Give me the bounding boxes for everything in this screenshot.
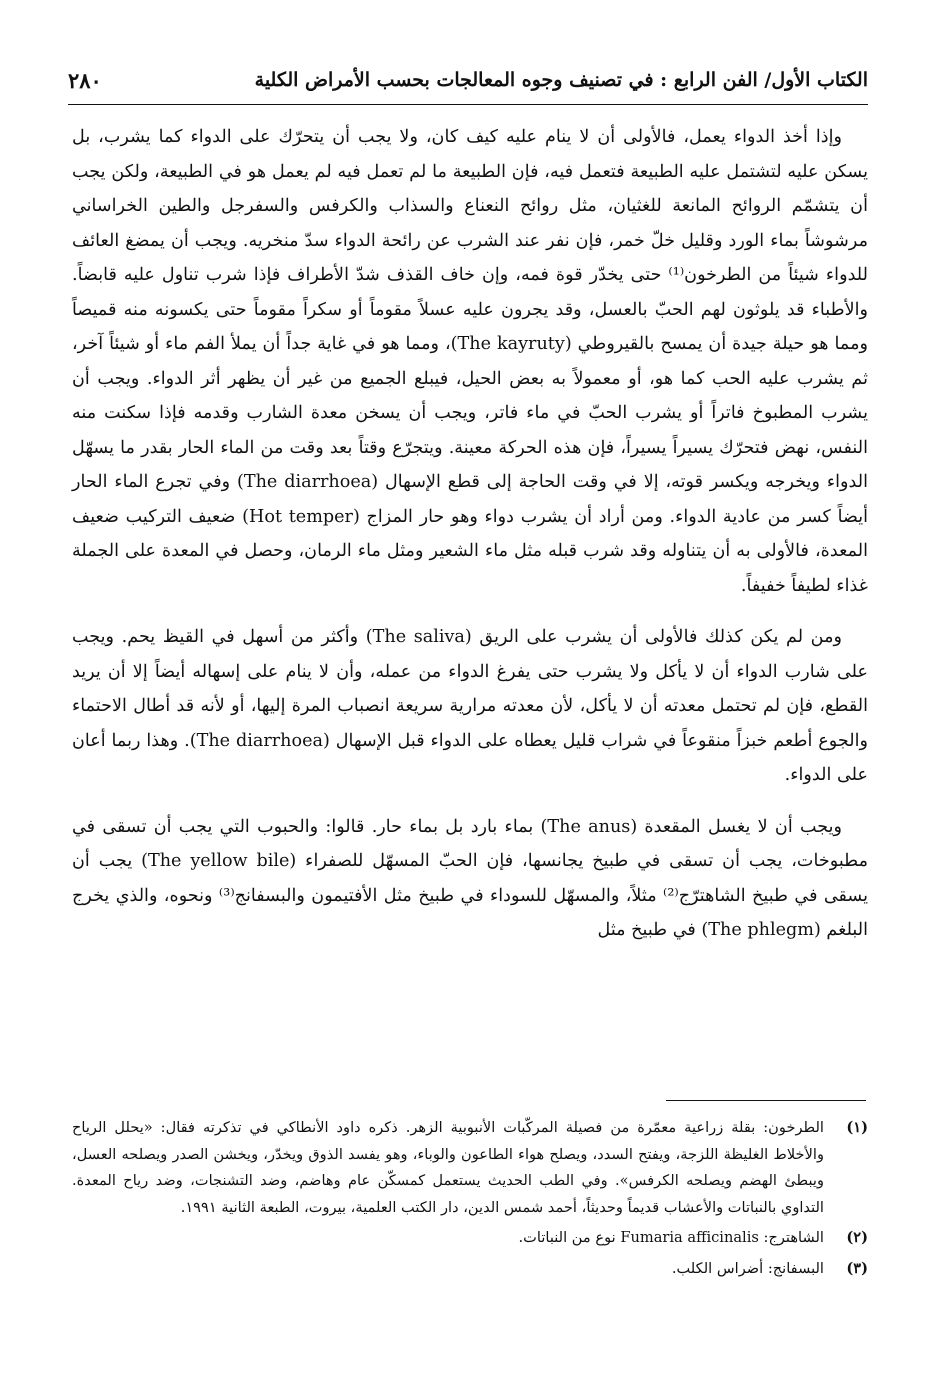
footnote-item: [72, 1225, 868, 1252]
footnote-text: البسفانج: أضراس الكلب.: [671, 1259, 824, 1277]
running-header: [68, 60, 868, 100]
footnote-number: (٢): [846, 1229, 868, 1246]
page-number: ٢٨٠: [68, 67, 102, 93]
running-title: الكتاب الأول/ الفن الرابع : في تصنيف وجوه المعالجات بحسب الأمراض الكلية: [254, 69, 868, 91]
footnote-text: الطرخون: بقلة زراعية معمّرة من فصيلة المركّبات الأنبوبية الزهر. ذكره داود الأنطاكي في تذكرته فقال: «يحلل الرياح والأخلاط الغليظة اللزجة، ويفتح السدد، ويصلح هواء الطاعون والوباء، وهو يفسد الذوق ويخدّر، ويخشن الصدر ويصلحه العسل، ويبطئ الهضم ويصلحه الكرفس». وفي الطب الحديث يستعمل كمسكّن عام وهاضم، وضد التشنجات، وضد رياح المعدة. التداوي بالنباتات والأعشاب قديماً وحديثاً، أحمد شمس الدين، دار الكتب العلمية، بيروت، الطبعة الثانية ١٩٩١.: [72, 1119, 824, 1216]
footnotes: [72, 1115, 868, 1286]
paragraph: ومن لم يكن كذلك فالأولى أن يشرب على الريق (The saliva) وأكثر من أسهل في القيظ يحم. ويجب على شارب الدواء أن لا يأكل ولا يشرب حتى يفرغ الدواء من عمله، وأن لا ينام على إسهاله أيضاً إلا أن يريد القطع، فإن لم تحتمل معدته أن لا يأكل، لأن معدته مرارية سريعة انصباب المرة إليها، أو لأنه قد أطال الاحتماء والجوع أطعم خبزاً منقوعاً في شراب قليل يعطاه على الدواء قبل الإسهال (The diarrhoea). وهذا ربما أعان على الدواء.: [72, 627, 868, 785]
paragraph: ويجب أن لا يغسل المقعدة (The anus) بماء بارد بل بماء حار. قالوا: والحبوب التي يجب أن تسقى في مطبوخات، يجب أن تسقى في طبيخ يجانسها، فإن الحبّ المسهّل للصفراء (The yellow bile) يجب أن يسقى في طبيخ الشاهترّج⁽²⁾ مثلاً، والمسهّل للسوداء في طبيخ مثل الأفتيمون والبسفانج⁽³⁾ ونحوه، والذي يخرج البلغم (The phlegm) في طبيخ مثل: [72, 816, 869, 940]
header-divider: [68, 104, 868, 105]
footnote-item: [72, 1115, 868, 1221]
main-text: [72, 120, 868, 965]
paragraph: وإذا أخذ الدواء يعمل، فالأولى أن لا ينام عليه كيف كان، ولا يجب أن يتحرّك على الدواء كما يشرب، بل يسكن عليه لتشتمل عليه الطبيعة فتعمل فيه، فإن الطبيعة ما لم تعمل فيه لم يعمل هو في الطبيعة، ولكن يجب أن يتشمّم الروائح المانعة للغثيان، مثل روائح النعناع والسذاب والكرفس والسفرجل والطين الخراساني مرشوشاً بماء الورد وقليل خلّ خمر، فإن نفر عند الشرب عن رائحة الدواء سدّ منخريه. ويجب أن يمضغ العائف للدواء شيئاً من الطرخون⁽¹⁾ حتى يخدّر قوة فمه، وإن خاف القذف شدّ الأطراف فإذا شرب تناول عليه قابضاً. والأطباء قد يلوثون لهم الحبّ بالعسل، وقد يجرون عليه عسلاً مقوماً أو سكراً مقوماً حتى يكسونه منه قميصاً ومما هو حيلة جيدة أن يمسح بالقيروطي (The kayruty)، ومما هو في غاية جداً أن يملأ الفم ماء أو شيئاً آخر، ثم يشرب عليه الحب كما هو، أو معمولاً به بعض الحيل، فيبلع الجميع من غير أن يظهر أثر الدواء. ويجب أن يشرب المطبوخ فاتراً أو يشرب الحبّ في ماء فاتر، ويجب أن يسخن معدة الشارب وقدمه فإذا سكنت منه النفس، نهض فتحرّك يسيراً يسيراً، فإن هذه الحركة معينة. ويتجرّع وقتاً بعد وقت من الماء الحار بقدر ما يسهّل الدواء ويخرجه ويكسر قوته، إلا في وقت الحاجة إلى قطع الإسهال (The diarrhoea) وفي تجرع الماء الحار أيضاً كسر من عادية الدواء. ومن أراد أن يشرب دواء وهو حار المزاج (Hot temper) ضعيف التركيب ضعيف المعدة، فالأولى به أن يتناوله وقد شرب قبله مثل ماء الشعير ومثل ماء الرمان، وحصل في المعدة على الجملة غذاء لطيفاً خفيفاً.: [72, 127, 868, 596]
footnote-text: الشاهترج: Fumaria afficinalis نوع من النباتات.: [518, 1229, 824, 1246]
footnote-number: (٣): [846, 1259, 868, 1277]
footnote-divider: [666, 1100, 866, 1101]
footnote-number: (١): [846, 1119, 868, 1136]
footnote-item: [72, 1256, 868, 1283]
